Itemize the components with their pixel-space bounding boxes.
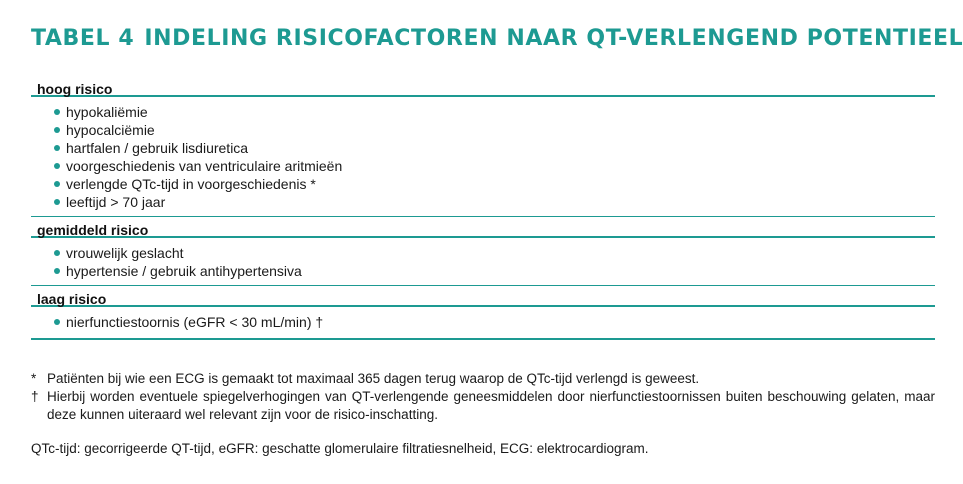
list-item: [54, 157, 935, 175]
list-item: [54, 262, 935, 280]
footnote: [31, 370, 935, 388]
list-item-text: hartfalen / gebruik lisdiuretica: [66, 140, 249, 156]
section-body-high-risk: [31, 97, 935, 217]
section-body-medium-risk: [31, 238, 935, 286]
table-number: TABEL 4: [31, 26, 135, 51]
list-item-text: hypokaliëmie: [66, 104, 148, 120]
list-item: [54, 103, 935, 121]
list-item-text: vrouwelijk geslacht: [66, 245, 184, 261]
bullet-icon: [54, 319, 60, 325]
section-heading-low-risk: laag risico: [31, 286, 935, 307]
list-item-text: voorgeschiedenis van ventriculaire aritmieën: [66, 158, 343, 174]
section-body-low-risk: [31, 307, 935, 340]
table-title-text: INDELING RISICOFACTOREN NAAR QT-VERLENGEND POTENTIEEL: [144, 26, 963, 51]
footnote-mark: *: [31, 371, 37, 386]
list-item-text: leeftijd > 70 jaar: [66, 194, 166, 210]
table-title: [31, 26, 963, 51]
list-item-text: hypertensie / gebruik antihypertensiva: [66, 263, 302, 279]
list-item: [54, 193, 935, 211]
list-item: [54, 313, 935, 331]
list-item-text: hypocalciëmie: [66, 122, 155, 138]
footnote-text: Hierbij worden eventuele spiegelverhogingen van QT-verlengende geneesmiddelen door nierfunctiestoornissen buiten beschouwing gelaten, maar deze kunnen uiteraard wel relevant zijn voor de risico-inschatting.: [47, 389, 935, 422]
bullet-icon: [54, 145, 60, 151]
footnote-mark: †: [31, 389, 39, 404]
section-heading-high-risk: hoog risico: [31, 76, 935, 97]
list-item: [54, 244, 935, 262]
list-item-text: verlengde QTc-tijd in voorgeschiedenis *: [66, 176, 316, 192]
bullet-icon: [54, 250, 60, 256]
bullet-icon: [54, 109, 60, 115]
section-heading-medium-risk: gemiddeld risico: [31, 217, 935, 238]
list-item-text: nierfunctiestoornis (eGFR < 30 mL/min) †: [66, 314, 324, 330]
list-item: [54, 121, 935, 139]
footnote-text: Patiënten bij wie een ECG is gemaakt tot maximaal 365 dagen terug waarop de QTc-tijd verlengd is geweest.: [47, 371, 700, 386]
bullet-icon: [54, 268, 60, 274]
bullet-icon: [54, 127, 60, 133]
bullet-icon: [54, 199, 60, 205]
abbreviations-note: QTc-tijd: gecorrigeerde QT-tijd, eGFR: geschatte glomerulaire filtratiesnelheid, ECG: elektrocardiogram.: [31, 441, 649, 456]
list-item: [54, 175, 935, 193]
bullet-icon: [54, 163, 60, 169]
footnote: [31, 388, 935, 424]
risk-table: [31, 76, 935, 340]
footnotes: [31, 370, 935, 424]
list-item: [54, 139, 935, 157]
bullet-icon: [54, 181, 60, 187]
